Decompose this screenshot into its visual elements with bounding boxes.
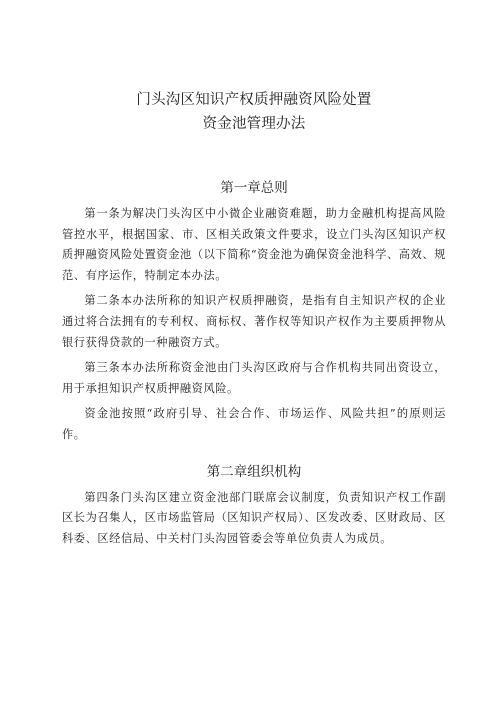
article-4-paragraph: 第四条门头沟区建立资金池部门联席会议制度，负责知识产权工作副区长为召集人，区市场监管局（区知识产权局）、区发改委、区财政局、区科委、区经信局、中关村门头沟园管委会等单位负责人为成员。: [62, 490, 446, 545]
chapter-1: [62, 176, 446, 446]
chapter-2: [62, 460, 446, 550]
document-title-line-1: 门头沟区知识产权质押融资风险处置: [136, 92, 372, 108]
article-3-paragraph: 第三条本办法所称资金池由门头沟区政府与合作机构共同出资设立，用于承担知识产权质押融资风险。: [62, 361, 446, 395]
article-1-paragraph: 第一条为解决门头沟区中小微企业融资难题，助力金融机构提高风险管控水平，根据国家、市、区相关政策文件要求，设立门头沟区知识产权质押融资风险处置资金池（以下简称“资金池为确保资金池科学、高效、规范、有序运作，特制定本办法。: [62, 207, 446, 282]
document-title-line-2: 资金池管理办法: [202, 116, 306, 132]
principle-paragraph: 资金池按照“政府引导、社会合作、市场运作、风险共担”的原则运作。: [62, 407, 446, 441]
chapter-1-heading: 第一章总则: [220, 180, 288, 196]
chapter-2-heading: 第二章组织机构: [206, 463, 302, 480]
article-2-paragraph: 第二条本办法所称的知识产权质押融资，是指有自主知识产权的企业通过将合法拥有的专利权、商标权、著作权等知识产权作为主要质押物从银行获得贷款的一种融资方式。: [62, 294, 446, 349]
document-title: [62, 88, 446, 136]
